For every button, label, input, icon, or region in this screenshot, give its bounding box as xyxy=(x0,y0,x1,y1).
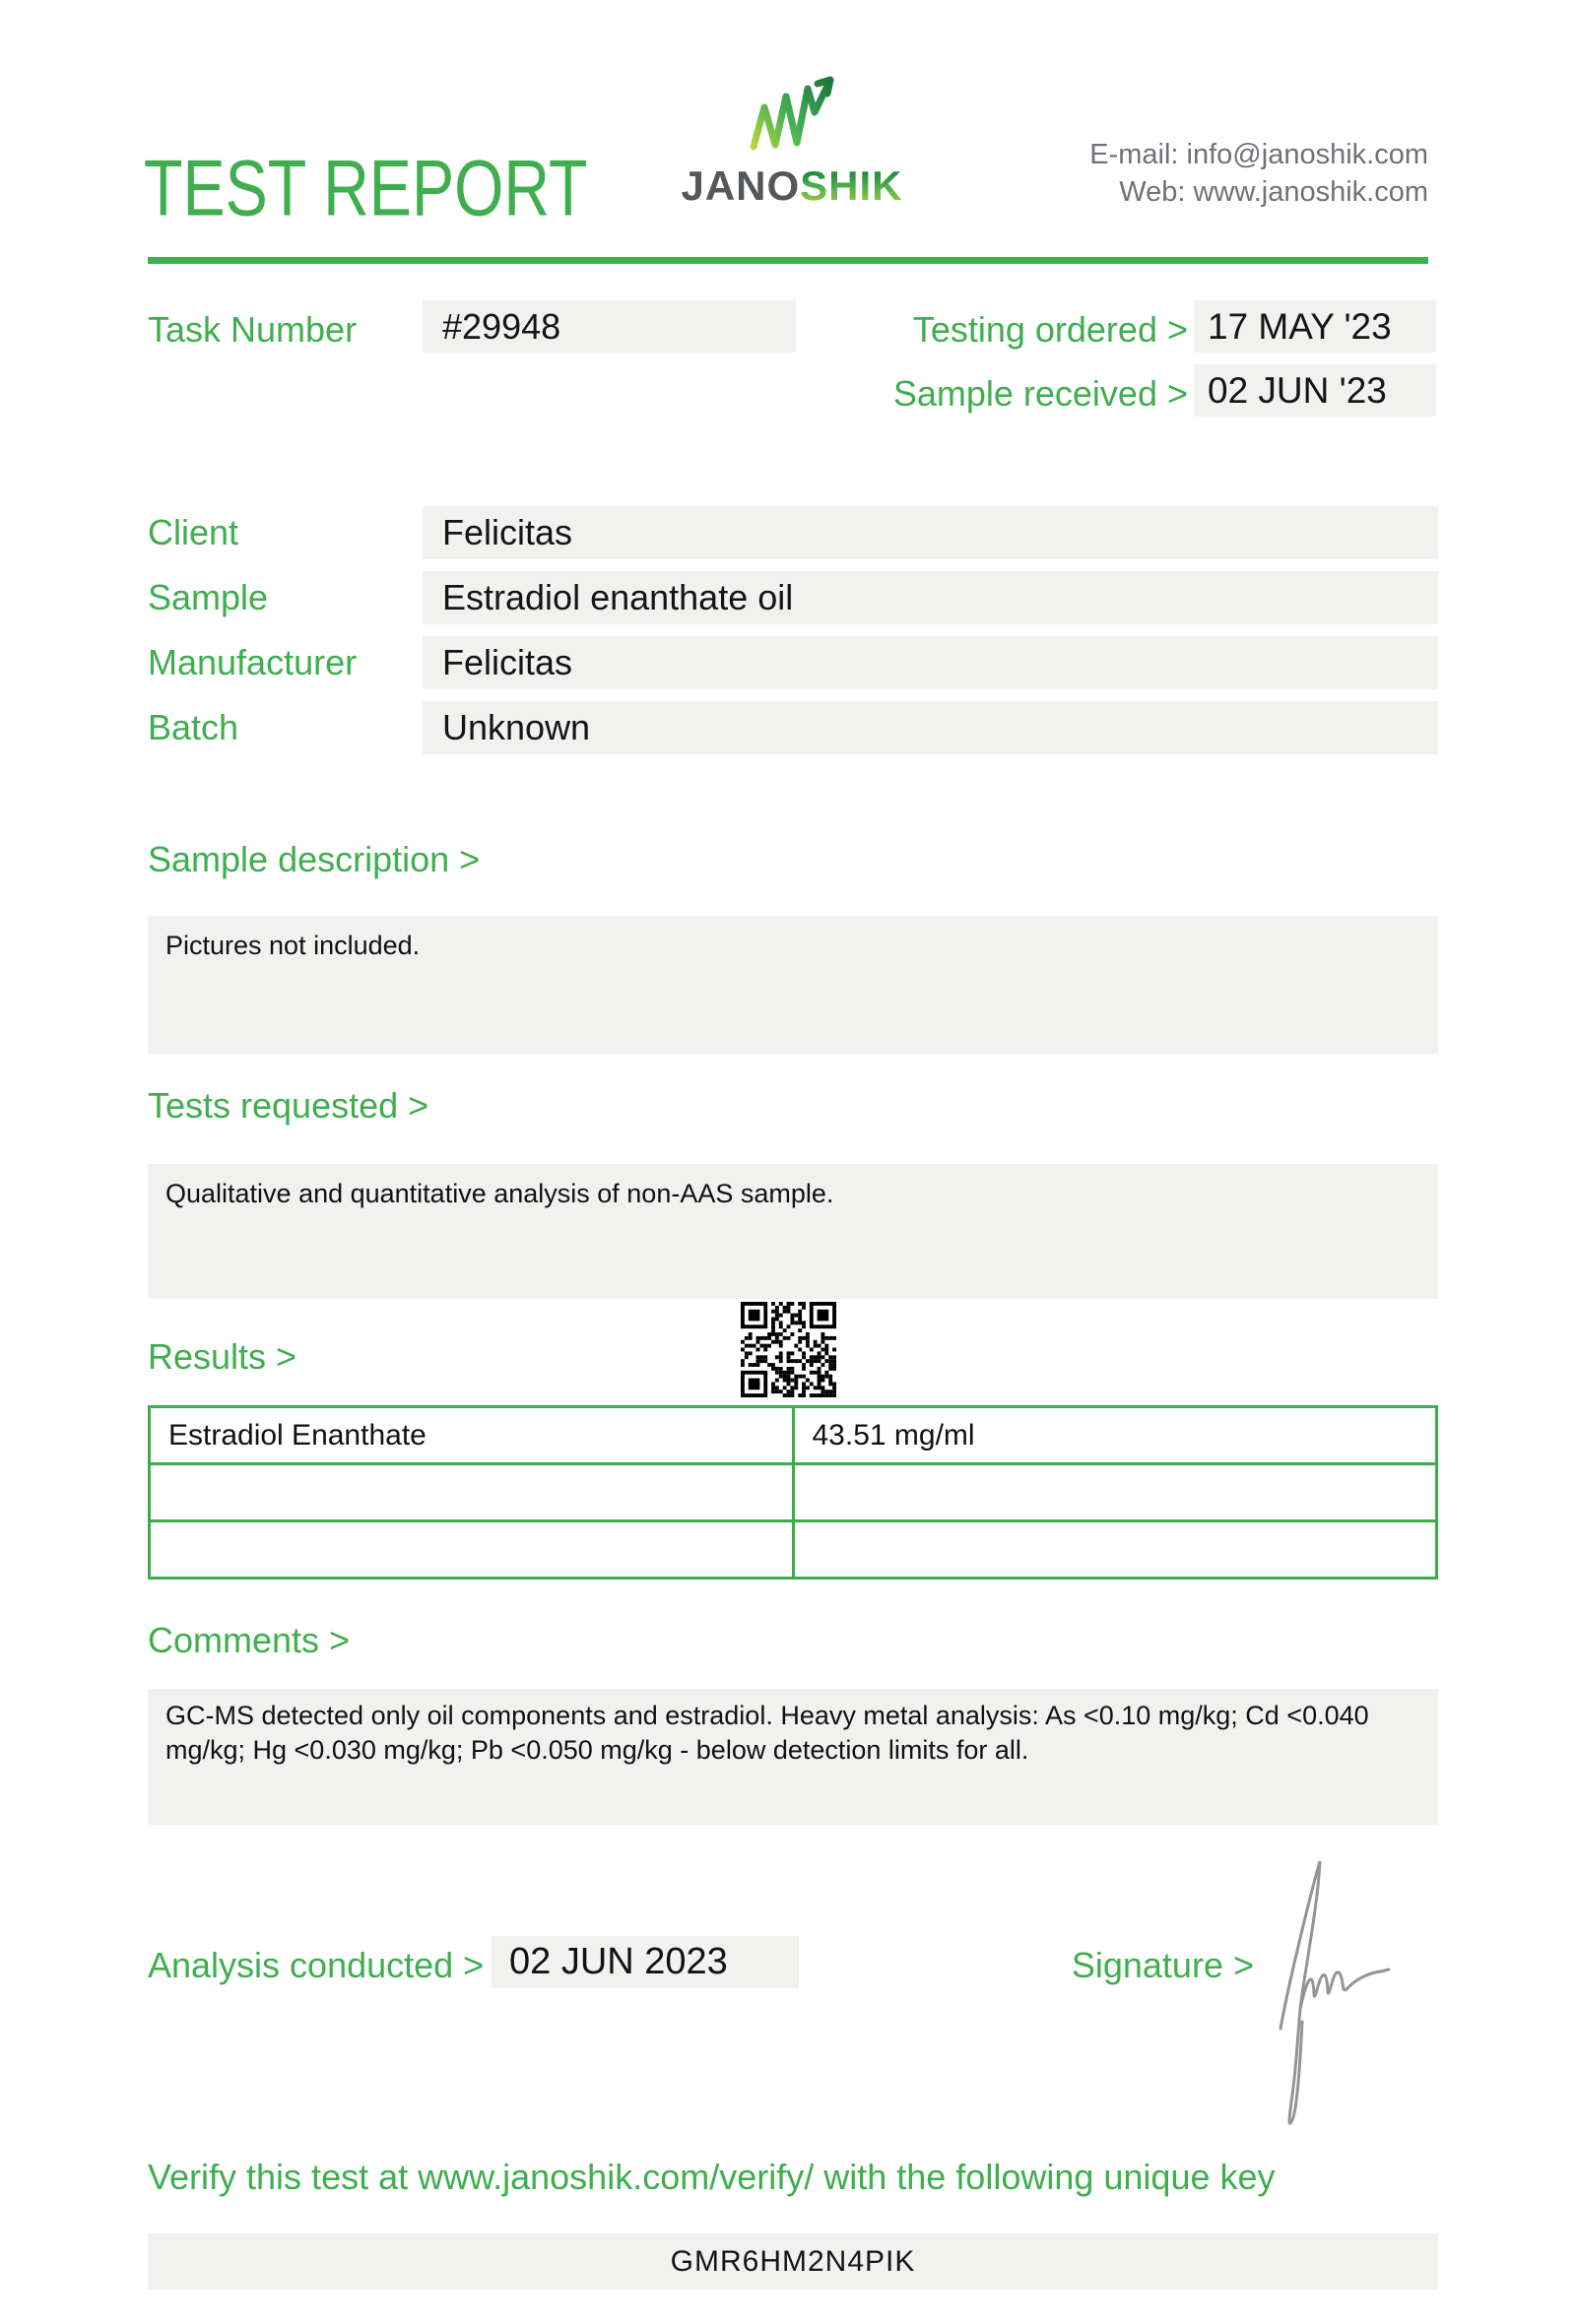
testing-ordered-label: Testing ordered > xyxy=(912,309,1188,350)
signature-handwriting xyxy=(1271,1827,1438,2132)
logo-wordmark xyxy=(678,162,906,210)
sample-description-text: Pictures not included. xyxy=(165,931,421,960)
info-row-manufacturer xyxy=(148,636,1438,689)
result-substance-2 xyxy=(150,1464,794,1521)
verify-instruction: Verify this test at www.janoshik.com/verify/ with the following unique key xyxy=(148,2157,1276,2197)
unique-key-box xyxy=(148,2233,1438,2290)
tests-requested-text: Qualitative and quantitative analysis of non-AAS sample. xyxy=(165,1179,834,1208)
sample-label: Sample xyxy=(148,577,269,617)
sample-info-rows xyxy=(148,506,1438,766)
testing-ordered-field xyxy=(1194,300,1436,353)
task-number-label: Task Number xyxy=(148,309,358,350)
results-table xyxy=(148,1405,1438,1580)
result-substance-1: Estradiol Enanthate xyxy=(150,1407,794,1464)
testing-ordered-date: 17 MAY '23 xyxy=(1208,306,1392,347)
client-label: Client xyxy=(148,512,239,552)
task-number-value: #29948 xyxy=(442,306,561,347)
batch-label: Batch xyxy=(148,707,239,747)
sample-description-heading: Sample description > xyxy=(148,839,481,879)
info-row-sample xyxy=(148,571,1438,624)
info-row-client xyxy=(148,506,1438,559)
janoshik-logo xyxy=(678,75,906,210)
comments-box xyxy=(148,1689,1438,1825)
result-value-1: 43.51 mg/ml xyxy=(793,1407,1437,1464)
chart-growth-icon xyxy=(749,75,835,154)
info-row-batch xyxy=(148,701,1438,754)
logo-text-shik: SHIK xyxy=(800,162,903,209)
analysis-date-value: 02 JUN 2023 xyxy=(509,1941,728,1982)
results-row-1 xyxy=(150,1407,1437,1464)
analysis-date-field xyxy=(492,1936,799,1988)
manufacturer-value: Felicitas xyxy=(423,636,1438,689)
comments-text: GC-MS detected only oil components and estradiol. Heavy metal analysis: As <0.10 mg/kg; Cd <0.040 mg/kg; Hg <0.030 mg/kg; Pb <0.050 mg/kg - below detection limits for all. xyxy=(165,1701,1369,1765)
analysis-conducted-label: Analysis conducted > xyxy=(148,1945,485,1985)
unique-key-value: GMR6HM2N4PIK xyxy=(670,2245,916,2278)
sample-description-box xyxy=(148,916,1438,1054)
client-value: Felicitas xyxy=(423,506,1438,559)
qr-code xyxy=(741,1302,836,1397)
results-row-3 xyxy=(150,1521,1437,1579)
sample-received-date: 02 JUN '23 xyxy=(1208,370,1387,411)
results-heading: Results > xyxy=(148,1336,297,1377)
result-value-2 xyxy=(793,1464,1437,1521)
sample-received-label: Sample received > xyxy=(892,373,1188,414)
page-title: TEST REPORT xyxy=(144,143,588,232)
task-number-field xyxy=(423,300,796,353)
result-value-3 xyxy=(793,1521,1437,1579)
result-substance-3 xyxy=(150,1521,794,1579)
contact-web: Web: www.janoshik.com xyxy=(1119,176,1428,208)
comments-heading: Comments > xyxy=(148,1620,351,1660)
manufacturer-label: Manufacturer xyxy=(148,642,358,682)
logo-text-jano: JANO xyxy=(681,162,801,209)
header-divider xyxy=(148,257,1428,264)
contact-info xyxy=(936,136,1428,211)
sample-value: Estradiol enanthate oil xyxy=(423,571,1438,624)
signature-label: Signature > xyxy=(1071,1945,1254,1985)
sample-received-field xyxy=(1194,364,1436,417)
tests-requested-box xyxy=(148,1164,1438,1299)
tests-requested-heading: Tests requested > xyxy=(148,1085,429,1126)
batch-value: Unknown xyxy=(423,701,1438,754)
results-row-2 xyxy=(150,1464,1437,1521)
contact-email: E-mail: info@janoshik.com xyxy=(1089,139,1428,170)
